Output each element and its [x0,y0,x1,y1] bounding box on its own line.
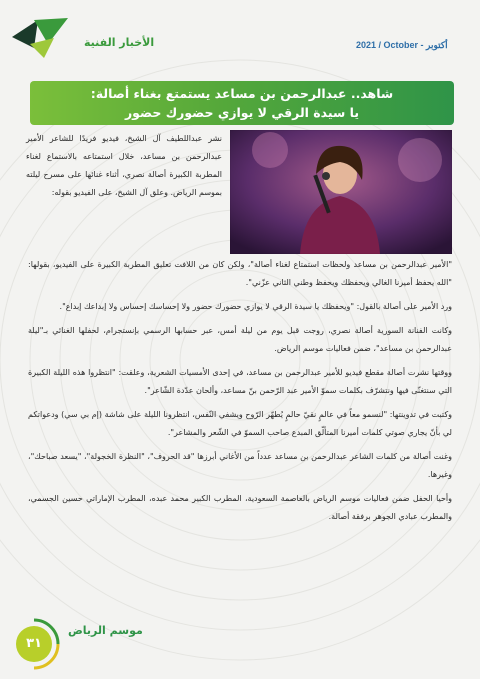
body-paragraph-1: "الأمير عبدالرحمن بن مساعد ولحظات استمتاع لغناء أصالة"، ولكن كان من اللافت تعليق المطربة الكبيرة على الفيديو، بقولها: "الله يحفظ أميرنا الغالي ويحفظك ويحفظ وطني الثاني عزّني". [28,260,452,287]
issue-date: 2021 / October - أكتوبر [356,40,448,50]
singer-photo [230,130,452,254]
body-paragraph-2: ورد الأمير على أصالة بالقول: "ويحفظك يا سيدة الرقي لا يوازي حضورك حضور ولا إحساسك إحساس ولا إبداعك إبداع". [59,302,452,311]
body-paragraph-7: وأحيا الحفل ضمن فعاليات موسم الرياض بالعاصمة السعودية، المطرب الكبير محمد عبده، المطرب الإماراتي حسين الجسمي، والمطرب عبادي الجوهر برفقة أصالة. [28,494,452,521]
body-paragraph-5: وكتبت في تدوينتها: "لنسمو معاً في عالمٍ نقيّ حالمٍ يُطهّر الرّوح ويشفي النّفس، انتظرونا الليلة على شاشة (إم بي سي) ودعواتكم لي بأنّ يجاري صوتي كلمات أميرنا المتألّق المبدع صاحب السموّ في الشّعر والمشاعر". [28,410,452,437]
footer-section-label: موسم الرياض [68,624,143,637]
body-paragraph-6: وغنت أصالة من كلمات الشاعر عبدالرحمن بن مساعد عدداً من الأغاني أبرزها "قد الحروف"، "النظرة الخجولة"، "يسعد صباحك"، وغيرها. [28,452,452,479]
headline-line-1: شاهد.. عبدالرحمن بن مساعد يستمتع بغناء أصالة: [90,86,394,101]
publication-name: الأخبار الفنية [84,36,155,49]
article-body [28,256,452,532]
page-number: ٣١ [16,626,52,662]
headline-line-2: يا سيدة الرقي لا يوازي حضورك حضور [124,105,360,120]
intro-paragraph: نشر عبداللطيف آل الشيخ، فيديو فريدًا للشاعر الأمير عبدالرحمن بن مساعد، خلال استمتاعه بالاستماع لغناء المطربة الكبيرة أصالة نصري، أثناء غنائها على مسرح ليلته بموسم الرياض. وعلق آل الشيخ، على الفيديو بقوله: [26,134,222,197]
article-headline [30,81,454,125]
singer-photo-illustration [230,130,452,254]
body-paragraph-3: وكانت الفنانة السورية أصالة نصري، روجت قبل يوم من ليلة أمس، عبر حسابها الرسمي بإنستجرام، لحفلها الغنائي بـ"ليلة عبدالرحمن بن مساعد"، ضمن فعاليات موسم الرياض. [28,326,452,353]
publication-logo [8,14,80,60]
body-paragraph-4: ووقتها نشرت أصالة مقطع فيديو للأمير عبدالرحمن بن مساعد، في إحدى الأمسيات الشعرية، وعلقت: "انتظروا هذه الليلة الكبيرة التي سنتغنّى فيها ونتشرّف بكلمات سموّ الأمير عبد الرّحمن بنّ مساعد، وألحان عدّدة الشّاعر". [28,368,452,395]
article-intro [26,130,222,208]
page-number-badge [8,618,60,670]
